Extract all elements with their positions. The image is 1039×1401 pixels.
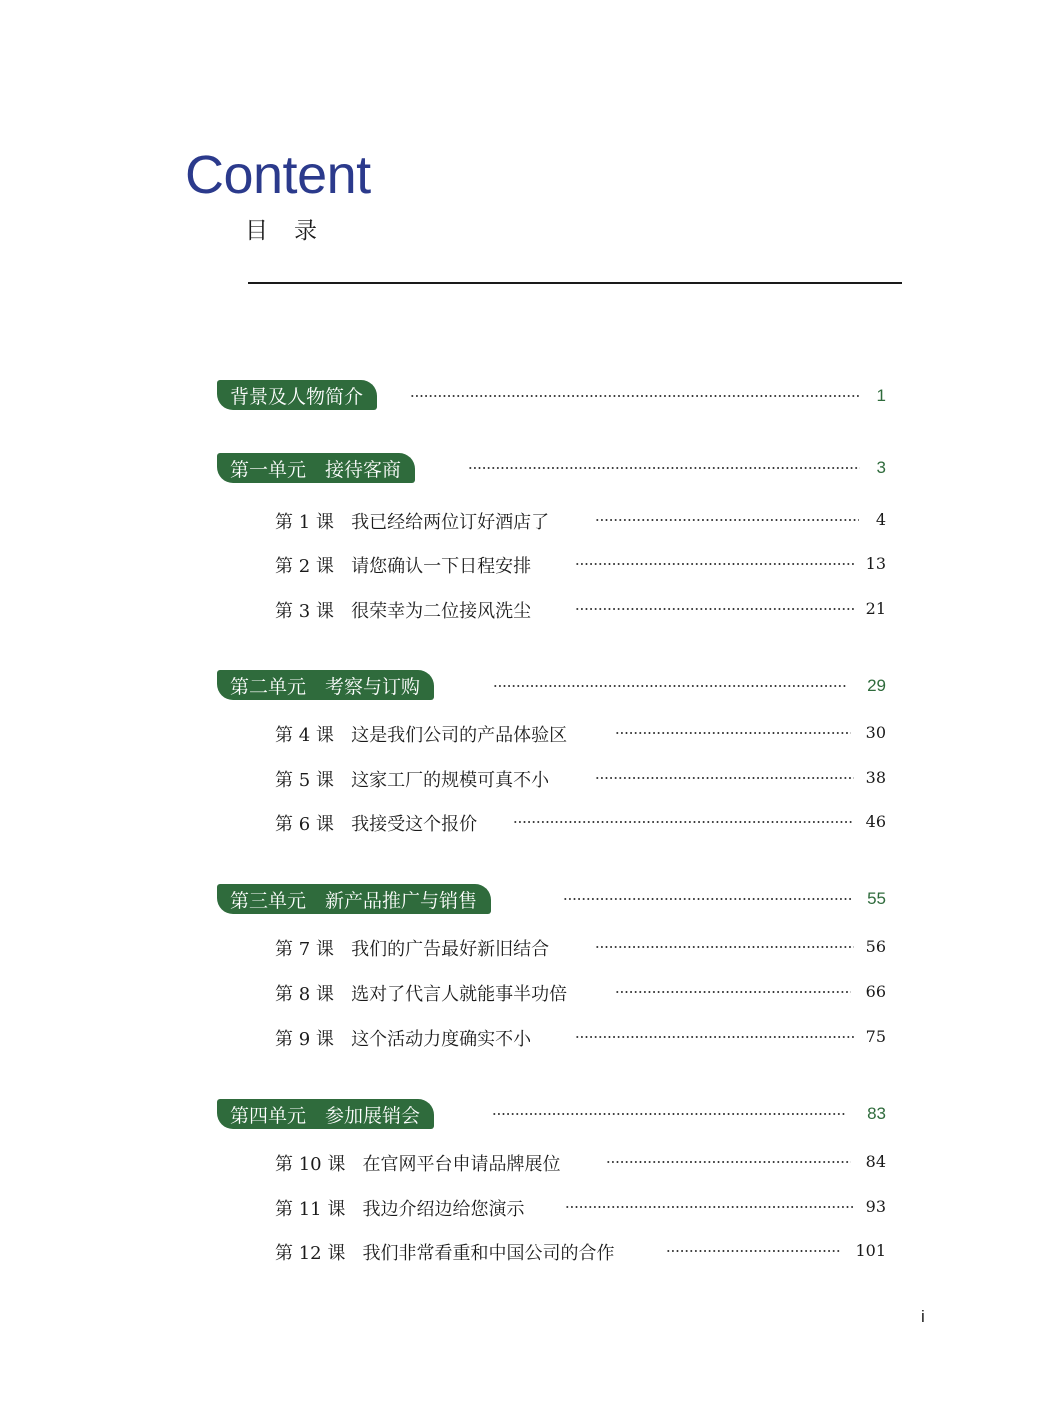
lesson-page-number: 4 [875, 510, 886, 529]
lesson-page-number: 56 [865, 937, 886, 956]
dot-leader [575, 563, 854, 565]
lesson-number: 第 2 课 [275, 556, 334, 577]
lesson-entry[interactable] [275, 1150, 561, 1176]
lesson-entry[interactable] [275, 721, 567, 747]
dot-leader [615, 991, 851, 993]
lesson-page-number: 84 [865, 1152, 886, 1171]
lesson-title: 这是我们公司的产品体验区 [351, 725, 568, 746]
lesson-entry[interactable] [275, 766, 549, 792]
lesson-title: 请您确认一下日程安排 [351, 556, 532, 577]
unit-tab: 第二单元 考察与订购 [217, 670, 434, 700]
unit-tab: 第四单元 参加展销会 [217, 1099, 434, 1129]
lesson-entry[interactable] [275, 1195, 525, 1221]
unit-page-number: 3 [876, 458, 886, 477]
dot-leader [595, 519, 859, 521]
lesson-number: 第 7 课 [275, 939, 334, 960]
lesson-page-number: 13 [865, 554, 886, 573]
dot-leader [575, 608, 854, 610]
toc-heading: 目录 [245, 218, 343, 244]
page-folio: i [921, 1307, 925, 1326]
lesson-number: 第 8 课 [275, 984, 334, 1005]
lesson-page-number: 21 [865, 599, 886, 618]
dot-leader [595, 777, 854, 779]
unit-page-number: 83 [867, 1104, 886, 1123]
lesson-number: 第 3 课 [275, 601, 334, 622]
lesson-title: 这个活动力度确实不小 [351, 1029, 532, 1050]
toc-unit-intro[interactable] [217, 380, 377, 410]
lesson-entry[interactable] [275, 552, 531, 578]
lesson-number: 第 1 课 [275, 512, 334, 533]
dot-leader [492, 1113, 847, 1115]
lesson-title: 在官网平台申请品牌展位 [362, 1154, 561, 1175]
lesson-number: 第 4 课 [275, 725, 334, 746]
toc-unit-1[interactable] [217, 453, 415, 483]
dot-leader [468, 467, 860, 469]
lesson-number: 第 10 课 [275, 1154, 346, 1175]
lesson-number: 第 12 课 [275, 1243, 346, 1264]
dot-leader [575, 1036, 854, 1038]
lesson-page-number: 101 [855, 1241, 886, 1260]
dot-leader [410, 395, 860, 397]
dot-leader [563, 898, 851, 900]
lesson-entry[interactable] [275, 1239, 615, 1265]
unit-tab: 背景及人物简介 [217, 380, 377, 410]
lesson-number: 第 6 课 [275, 814, 334, 835]
lesson-number: 第 9 课 [275, 1029, 334, 1050]
lesson-page-number: 66 [865, 982, 886, 1001]
lesson-entry[interactable] [275, 810, 477, 836]
unit-tab: 第三单元 新产品推广与销售 [217, 884, 491, 914]
lesson-number: 第 5 课 [275, 770, 334, 791]
lesson-page-number: 38 [865, 768, 886, 787]
lesson-title: 我边介绍边给您演示 [362, 1199, 525, 1220]
toc-unit-3[interactable] [217, 884, 491, 914]
lesson-title: 选对了代言人就能事半功倍 [351, 984, 568, 1005]
toc-unit-4[interactable] [217, 1099, 434, 1129]
dot-leader [615, 732, 851, 734]
toc-unit-2[interactable] [217, 670, 434, 700]
lesson-title: 我们的广告最好新旧结合 [351, 939, 550, 960]
title-rule [248, 282, 902, 284]
lesson-entry[interactable] [275, 935, 549, 961]
lesson-title: 我已经给两位订好酒店了 [351, 512, 550, 533]
dot-leader [595, 946, 854, 948]
lesson-entry[interactable] [275, 597, 531, 623]
lesson-title: 这家工厂的规模可真不小 [351, 770, 550, 791]
dot-leader [565, 1206, 854, 1208]
content-title: Content [185, 145, 371, 205]
dot-leader [493, 685, 847, 687]
lesson-title: 很荣幸为二位接风洗尘 [351, 601, 532, 622]
lesson-entry[interactable] [275, 1025, 531, 1051]
lesson-number: 第 11 课 [275, 1199, 346, 1220]
lesson-entry[interactable] [275, 980, 567, 1006]
unit-page-number: 1 [876, 386, 886, 405]
unit-tab: 第一单元 接待客商 [217, 453, 415, 483]
dot-leader [513, 821, 854, 823]
lesson-entry[interactable] [275, 508, 549, 534]
unit-page-number: 55 [867, 889, 886, 908]
lesson-page-number: 46 [865, 812, 886, 831]
dot-leader [666, 1250, 840, 1252]
lesson-page-number: 93 [865, 1197, 886, 1216]
lesson-page-number: 75 [865, 1027, 886, 1046]
lesson-title: 我接受这个报价 [351, 814, 478, 835]
lesson-page-number: 30 [865, 723, 886, 742]
dot-leader [606, 1161, 851, 1163]
lesson-title: 我们非常看重和中国公司的合作 [362, 1243, 615, 1264]
unit-page-number: 29 [867, 676, 886, 695]
